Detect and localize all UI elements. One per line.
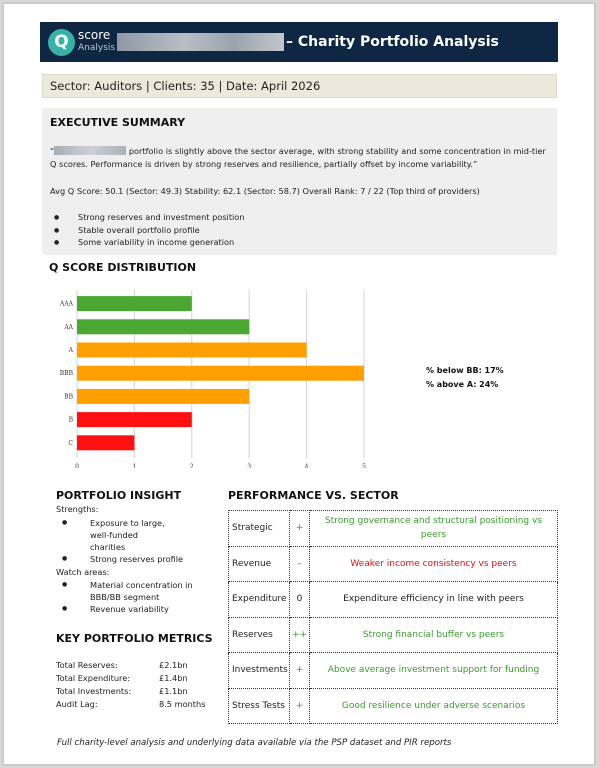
- list-item: ● Material concentration in BBB/BB segment: [62, 579, 207, 603]
- performance-area: Revenue: [229, 546, 290, 582]
- performance-title: PERFORMANCE VS. SECTOR: [228, 489, 399, 502]
- report-metadata-bar: [42, 74, 557, 98]
- y-tick-label: C: [68, 439, 73, 447]
- strengths-list: [62, 517, 212, 565]
- bar-a: [77, 343, 307, 358]
- x-tick-label: 1: [132, 463, 137, 468]
- performance-symbol: -: [290, 546, 310, 582]
- list-item: ● Exposure to large, well-funded charities: [62, 517, 172, 553]
- pct-above-a: % above A: 24%: [426, 380, 499, 389]
- q-score-distribution-chart: [55, 288, 385, 468]
- y-tick-label: A: [68, 347, 73, 354]
- performance-symbol: ++: [290, 617, 310, 653]
- executive-summary-panel: [42, 108, 557, 255]
- performance-area: Stress Tests: [229, 688, 290, 724]
- performance-symbol: 0: [290, 582, 310, 618]
- performance-area: Expenditure: [229, 582, 290, 618]
- table-row: [229, 511, 558, 547]
- executive-summary-quote: “ portfolio is slightly above the sector average, with strong stability and some concentration in mid-tier Q scores. Performance is driven by strong reserves and resilience, partially offset by income variability.”: [50, 146, 546, 169]
- performance-comment: Expenditure efficiency in line with peers: [310, 582, 558, 618]
- bar-bb: [77, 389, 249, 404]
- performance-comment: Weaker income consistency vs peers: [310, 546, 558, 582]
- bar-aaa: [77, 296, 192, 311]
- bar-c: [77, 435, 134, 450]
- footer-note: Full charity-level analysis and underlying data available via the PSP dataset and PIR reports: [57, 738, 452, 748]
- list-item: ● Strong reserves profile: [62, 553, 212, 565]
- logo-subtext: Analysis: [78, 43, 116, 53]
- distribution-title: Q SCORE DISTRIBUTION: [49, 261, 197, 274]
- y-tick-label: BB: [64, 393, 73, 401]
- bar-bbb: [77, 366, 364, 381]
- portfolio-insight-title: PORTFOLIO INSIGHT: [56, 489, 182, 502]
- summary-bullets: [54, 211, 245, 249]
- bar-b: [77, 412, 192, 427]
- y-tick-label: BBB: [59, 370, 73, 378]
- performance-comment: Strong financial buffer vs peers: [310, 617, 558, 653]
- redacted-inline-name: [54, 146, 126, 155]
- performance-area: Investments: [229, 653, 290, 689]
- strengths-label: Strengths:: [56, 504, 99, 514]
- key-metrics-title: KEY PORTFOLIO METRICS: [56, 632, 213, 645]
- table-row: [229, 688, 558, 724]
- performance-area: Reserves: [229, 617, 290, 653]
- summary-stats: Avg Q Score: 50.1 (Sector: 49.3) Stability: 62.1 (Sector: 58.7) Overall Rank: 7 / 22 (Top third of providers): [50, 186, 480, 196]
- performance-symbol: +: [290, 688, 310, 724]
- x-tick-label: 3: [247, 463, 252, 468]
- redacted-firm-name: [117, 33, 284, 51]
- watch-areas-label: Watch areas:: [56, 567, 110, 577]
- title-banner: [40, 22, 558, 62]
- list-item: ● Strong reserves and investment position: [54, 211, 245, 224]
- metadata-text: Sector: Auditors | Clients: 35 | Date: April 2026: [50, 79, 321, 93]
- performance-area: Strategic: [229, 511, 290, 547]
- performance-comment: Above average investment support for funding: [310, 653, 558, 689]
- y-tick-label: B: [68, 416, 73, 424]
- x-tick-label: 5: [362, 463, 366, 468]
- y-tick-label: AA: [64, 323, 73, 331]
- qscore-logo-icon: Q: [48, 29, 75, 56]
- report-title: – Charity Portfolio Analysis: [286, 34, 499, 50]
- pct-below-bb: % below BB: 17%: [426, 366, 504, 375]
- table-row: [229, 582, 558, 618]
- list-item: ● Some variability in income generation: [54, 236, 245, 249]
- table-row: [229, 546, 558, 582]
- x-tick-label: 2: [189, 463, 194, 468]
- performance-table: [228, 510, 558, 724]
- table-row: [229, 653, 558, 689]
- performance-symbol: +: [290, 653, 310, 689]
- list-item: ● Stable overall portfolio profile: [54, 224, 245, 237]
- performance-symbol: +: [290, 511, 310, 547]
- x-tick-label: 4: [304, 463, 309, 468]
- table-row: [229, 617, 558, 653]
- list-item: ● Revenue variability: [62, 603, 222, 615]
- performance-comment: Good resilience under adverse scenarios: [310, 688, 558, 724]
- x-tick-label: 0: [75, 463, 79, 468]
- logo-wordmark: score: [78, 28, 111, 42]
- executive-summary-title: EXECUTIVE SUMMARY: [50, 116, 186, 129]
- bar-aa: [77, 319, 249, 334]
- performance-comment: Strong governance and structural positioning vs peers: [310, 511, 558, 547]
- watch-areas-list: [62, 579, 222, 615]
- y-tick-label: AAA: [60, 300, 73, 308]
